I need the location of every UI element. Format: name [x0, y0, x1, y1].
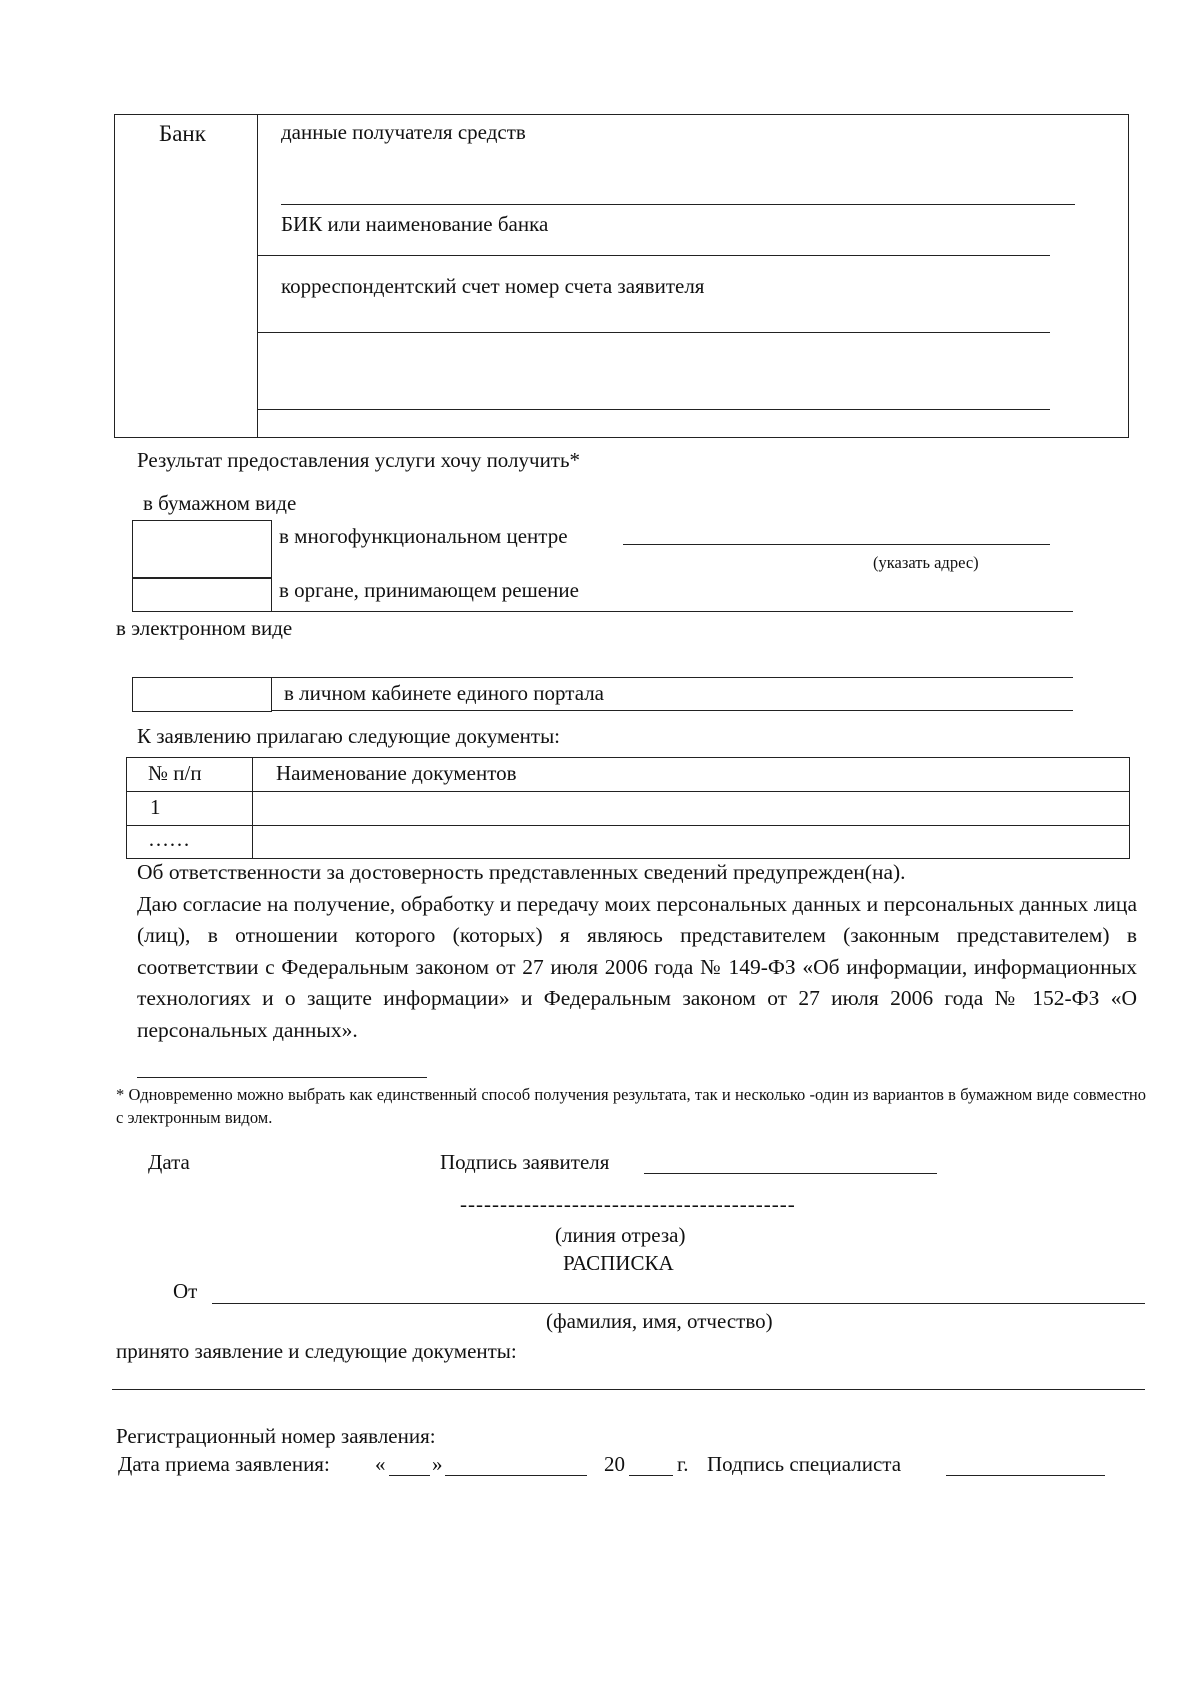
- accepted-label: принято заявление и следующие документы:: [116, 1339, 517, 1363]
- documents-table-row-line: [126, 825, 1130, 826]
- account-field-extra[interactable]: [257, 409, 1050, 410]
- footnote-separator: [137, 1077, 427, 1078]
- authority-label: в органе, принимающем решение: [279, 578, 579, 602]
- bank-column-divider: [257, 114, 258, 438]
- accepted-documents-field[interactable]: [112, 1389, 1145, 1390]
- address-hint: (указать адрес): [873, 553, 979, 572]
- year-suffix: г.: [677, 1452, 689, 1476]
- table-cell-number: 1: [150, 795, 161, 819]
- recipient-label: данные получателя средств: [281, 120, 526, 144]
- table-header-number: № п/п: [148, 761, 202, 785]
- portal-bottom-line: [272, 710, 1073, 711]
- date-label: Дата: [148, 1150, 190, 1174]
- portal-top-line: [132, 677, 1073, 678]
- portal-label: в личном кабинете единого портала: [284, 681, 605, 705]
- recipient-field[interactable]: [281, 204, 1075, 205]
- documents-table-divider: [252, 757, 253, 859]
- bik-label: БИК или наименование банка: [281, 212, 549, 236]
- receipt-date-label: Дата приема заявления:: [118, 1452, 330, 1476]
- electronic-label: в электронном виде: [116, 616, 293, 640]
- responsibility-text: Об ответственности за достоверность представленных сведений предупрежден(на).: [137, 860, 906, 884]
- documents-intro: К заявлению прилагаю следующие документы:: [137, 724, 561, 748]
- receipt-title: РАСПИСКА: [563, 1251, 674, 1275]
- account-label: корреспондентский счет номер счета заявителя: [281, 274, 705, 298]
- open-quote: «: [375, 1452, 386, 1476]
- consent-text: Даю согласие на получение, обработку и передачу моих персональных данных и персональных данных лица (лиц), в отношении которого (которых) я являюсь представителем (законным представителем) в соответствии с Федеральным законом от 27 июля 2006 года № 149-ФЗ «Об информации, информационных технологиях и о защите информации» и Федеральным законом от 27 июля 2006 года № 152-ФЗ «О персональных данных».: [137, 891, 1137, 1042]
- table-header-name: Наименование документов: [276, 761, 517, 785]
- cut-line-label: (линия отреза): [555, 1223, 686, 1247]
- consent-block: [137, 857, 1137, 1046]
- bank-label: Банк: [159, 121, 206, 146]
- result-title: Результат предоставления услуги хочу получить*: [137, 448, 581, 472]
- receipt-year-field[interactable]: [629, 1475, 673, 1476]
- bik-field[interactable]: [257, 255, 1050, 256]
- authority-checkbox[interactable]: [132, 578, 272, 612]
- name-hint: (фамилия, имя, отчество): [546, 1309, 773, 1333]
- paper-label: в бумажном виде: [143, 491, 297, 515]
- from-label: От: [173, 1279, 198, 1303]
- mfc-label: в многофункциональном центре: [279, 524, 568, 548]
- table-cell-number: ……: [148, 827, 190, 851]
- from-name-field[interactable]: [212, 1303, 1145, 1304]
- year-prefix: 20: [604, 1452, 625, 1476]
- close-quote: »: [432, 1452, 443, 1476]
- mfc-address-field[interactable]: [623, 544, 1050, 545]
- applicant-signature-label: Подпись заявителя: [440, 1150, 610, 1174]
- specialist-signature-field[interactable]: [946, 1475, 1105, 1476]
- cut-line-dashes: ------------------------------------------: [460, 1192, 796, 1216]
- authority-underline: [272, 611, 1073, 612]
- portal-checkbox[interactable]: [132, 677, 272, 712]
- documents-table-row-line: [126, 791, 1130, 792]
- footnote: * Одновременно можно выбрать как единственный способ получения результата, так и несколько -один из вариантов в бумажном виде совместно с электронным видом.: [116, 1085, 1146, 1127]
- account-field[interactable]: [257, 332, 1050, 333]
- applicant-signature-field[interactable]: [644, 1173, 937, 1174]
- receipt-day-field[interactable]: [389, 1475, 430, 1476]
- receipt-month-field[interactable]: [445, 1475, 587, 1476]
- reg-number-label: Регистрационный номер заявления:: [116, 1424, 436, 1448]
- specialist-signature-label: Подпись специалиста: [707, 1452, 902, 1476]
- mfc-checkbox[interactable]: [132, 520, 272, 578]
